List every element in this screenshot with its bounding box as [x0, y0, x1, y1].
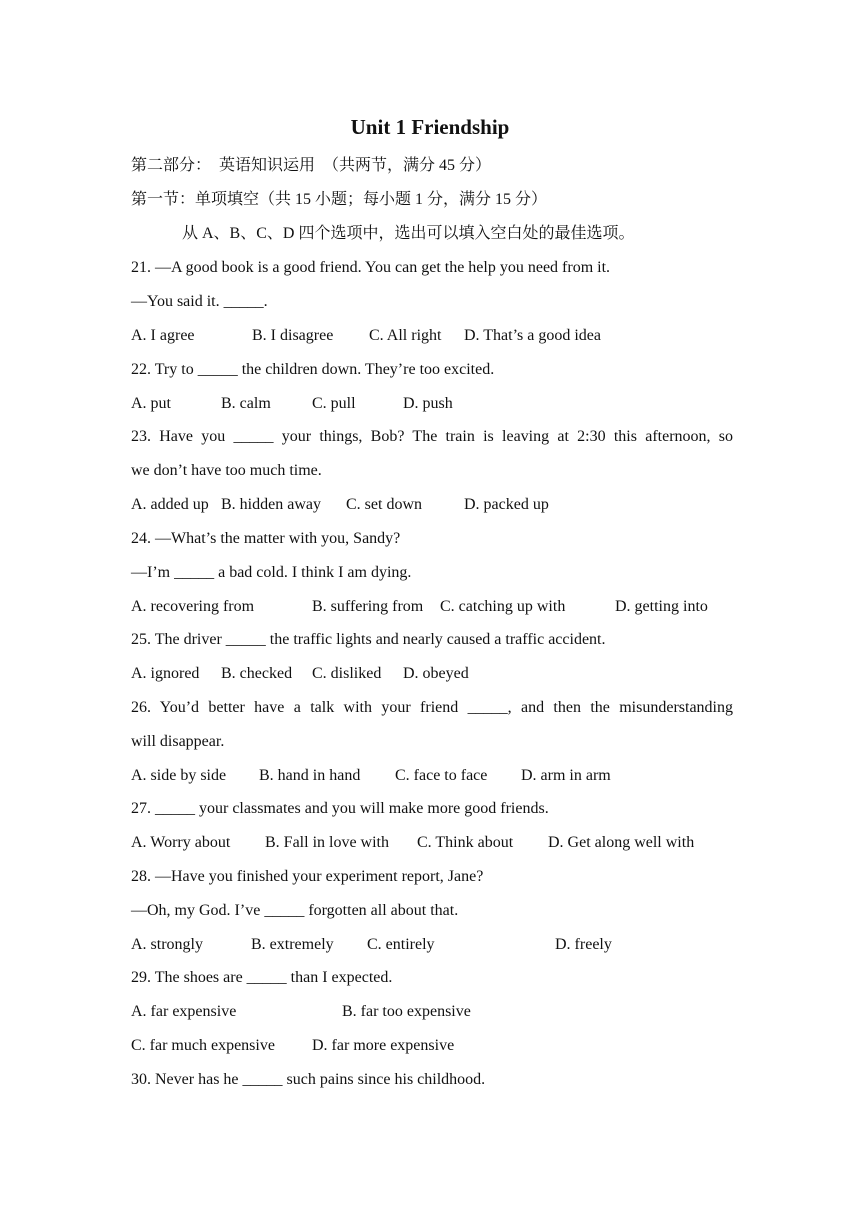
- option-a: A. recovering from: [131, 598, 255, 615]
- section-heading: 第一节：单项填空（共 15 小题；每小题 1 分，满分 15 分）: [131, 191, 548, 208]
- question-28-reply: —Oh, my God. I’ve _____ forgotten all about that.: [131, 902, 459, 919]
- option-d: D. far more expensive: [312, 1037, 455, 1054]
- option-c: C. set down: [346, 496, 422, 513]
- question-29-stem: 29. The shoes are _____ than I expected.: [131, 969, 393, 986]
- option-a: A. side by side: [131, 767, 227, 784]
- option-a: A. added up: [131, 496, 209, 513]
- option-c: C. far much expensive: [131, 1037, 275, 1054]
- option-c: C. pull: [312, 395, 356, 412]
- question-26-stem-continued: will disappear.: [131, 733, 225, 750]
- option-a: A. ignored: [131, 665, 200, 682]
- question-21-stem: 21. —A good book is a good friend. You can get the help you need from it.: [131, 259, 611, 276]
- question-24-stem: 24. —What’s the matter with you, Sandy?: [131, 530, 401, 547]
- option-b: B. checked: [221, 665, 293, 682]
- option-b: B. hand in hand: [259, 767, 361, 784]
- option-b: B. extremely: [251, 936, 334, 953]
- option-c: C. All right: [369, 327, 442, 344]
- option-d: D. That’s a good idea: [464, 327, 602, 344]
- option-b: B. I disagree: [252, 327, 334, 344]
- option-b: B. hidden away: [221, 496, 321, 513]
- option-d: D. arm in arm: [521, 767, 611, 784]
- question-30-stem: 30. Never has he _____ such pains since his childhood.: [131, 1071, 486, 1088]
- option-c: C. catching up with: [440, 598, 566, 615]
- option-b: B. Fall in love with: [265, 834, 389, 851]
- question-27-stem: 27. _____ your classmates and you will make more good friends.: [131, 800, 549, 817]
- option-a: A. I agree: [131, 327, 195, 344]
- option-c: C. disliked: [312, 665, 382, 682]
- question-23-stem-continued: we don’t have too much time.: [131, 462, 322, 479]
- question-21-reply: —You said it. _____.: [131, 293, 268, 310]
- option-d: D. getting into: [615, 598, 708, 615]
- option-a: A. put: [131, 395, 171, 412]
- option-a: A. Worry about: [131, 834, 231, 851]
- question-28-stem: 28. —Have you finished your experiment report, Jane?: [131, 868, 484, 885]
- option-d: D. freely: [555, 936, 612, 953]
- question-26-stem: 26. You’d better have a talk with your friend _____, and then the misunderstanding: [131, 699, 733, 716]
- option-d: D. Get along well with: [548, 834, 695, 851]
- question-22-stem: 22. Try to _____ the children down. They’re too excited.: [131, 361, 495, 378]
- option-b: B. calm: [221, 395, 271, 412]
- part-heading: 第二部分： 英语知识运用 （共两节，满分 45 分）: [131, 157, 492, 174]
- option-d: D. packed up: [464, 496, 549, 513]
- option-d: D. push: [403, 395, 453, 412]
- option-a: A. strongly: [131, 936, 203, 953]
- option-a: A. far expensive: [131, 1003, 237, 1020]
- question-23-stem: 23. Have you _____ your things, Bob? The train is leaving at 2:30 this afternoon, so: [131, 428, 733, 445]
- option-b: B. far too expensive: [342, 1003, 471, 1020]
- question-24-reply: —I’m _____ a bad cold. I think I am dying.: [131, 564, 412, 581]
- option-b: B. suffering from: [312, 598, 424, 615]
- option-c: C. Think about: [417, 834, 514, 851]
- instruction-text: 从 A、B、C、D 四个选项中，选出可以填入空白处的最佳选项。: [182, 225, 635, 242]
- option-c: C. entirely: [367, 936, 435, 953]
- option-c: C. face to face: [395, 767, 488, 784]
- option-d: D. obeyed: [403, 665, 469, 682]
- page-title: Unit 1 Friendship: [350, 115, 510, 139]
- question-25-stem: 25. The driver _____ the traffic lights and nearly caused a traffic accident.: [131, 631, 606, 648]
